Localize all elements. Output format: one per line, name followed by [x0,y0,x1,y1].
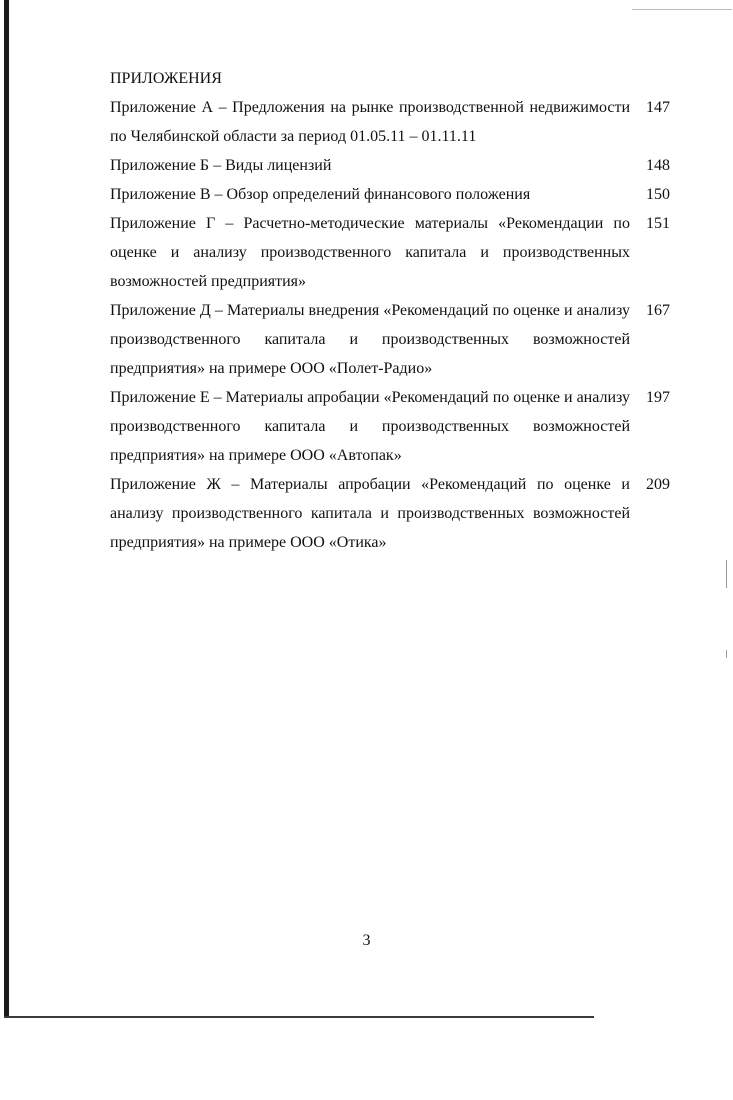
page-number: 3 [362,932,371,949]
appendix-entry-title: Приложение Б – Виды лицензий [110,157,332,174]
appendix-entry-title: Приложение Д – Материалы внедрения «Рекомендаций по оценке и анализу производственного капитала и производственных возможностей предприятия» на примере ООО «Полет-Радио» [110,302,630,377]
appendix-list [110,64,670,557]
appendix-entry-a [110,93,670,151]
appendix-entry-page: 167 [646,302,670,319]
appendix-entry-page: 147 [646,99,670,116]
appendix-entry-e [110,383,670,470]
appendix-entry-title: Приложение Ж – Материалы апробации «Рекомендаций по оценке и анализу производственного капитала и производственных возможностей предприятия» на примере ООО «Отика» [110,476,630,551]
appendix-entry-page: 197 [646,389,670,406]
appendix-entry-d [110,296,670,383]
appendix-entry-title: Приложение Г – Расчетно-методические материалы «Рекомендации по оценке и анализу производственного капитала и производственных возможностей предприятия» [110,215,630,290]
appendix-entry-page: 209 [646,476,670,493]
appendix-entry-zh [110,470,670,557]
appendix-entry-page: 151 [646,215,670,232]
appendix-entry-page: 150 [646,186,670,203]
appendix-entry-g [110,209,670,296]
appendix-entry-b [110,151,670,180]
scan-bottom-line [4,1016,594,1018]
scan-right-mark [726,560,727,588]
appendix-entry-page: 148 [646,157,670,174]
scan-left-border [4,0,9,1018]
scan-right-mark [726,650,727,658]
appendix-entry-title: Приложение А – Предложения на рынке производственной недвижимости по Челябинской области за период 01.05.11 – 01.11.11 [110,99,630,145]
appendix-entry-title: Приложение В – Обзор определений финансового положения [110,186,531,203]
appendix-entry-title: Приложение Е – Материалы апробации «Рекомендаций по оценке и анализу производственного капитала и производственных возможностей предприятия» на примере ООО «Автопак» [110,389,631,464]
scan-top-tick [632,9,732,10]
appendix-heading: ПРИЛОЖЕНИЯ [110,70,222,87]
appendix-entry-v [110,180,670,209]
